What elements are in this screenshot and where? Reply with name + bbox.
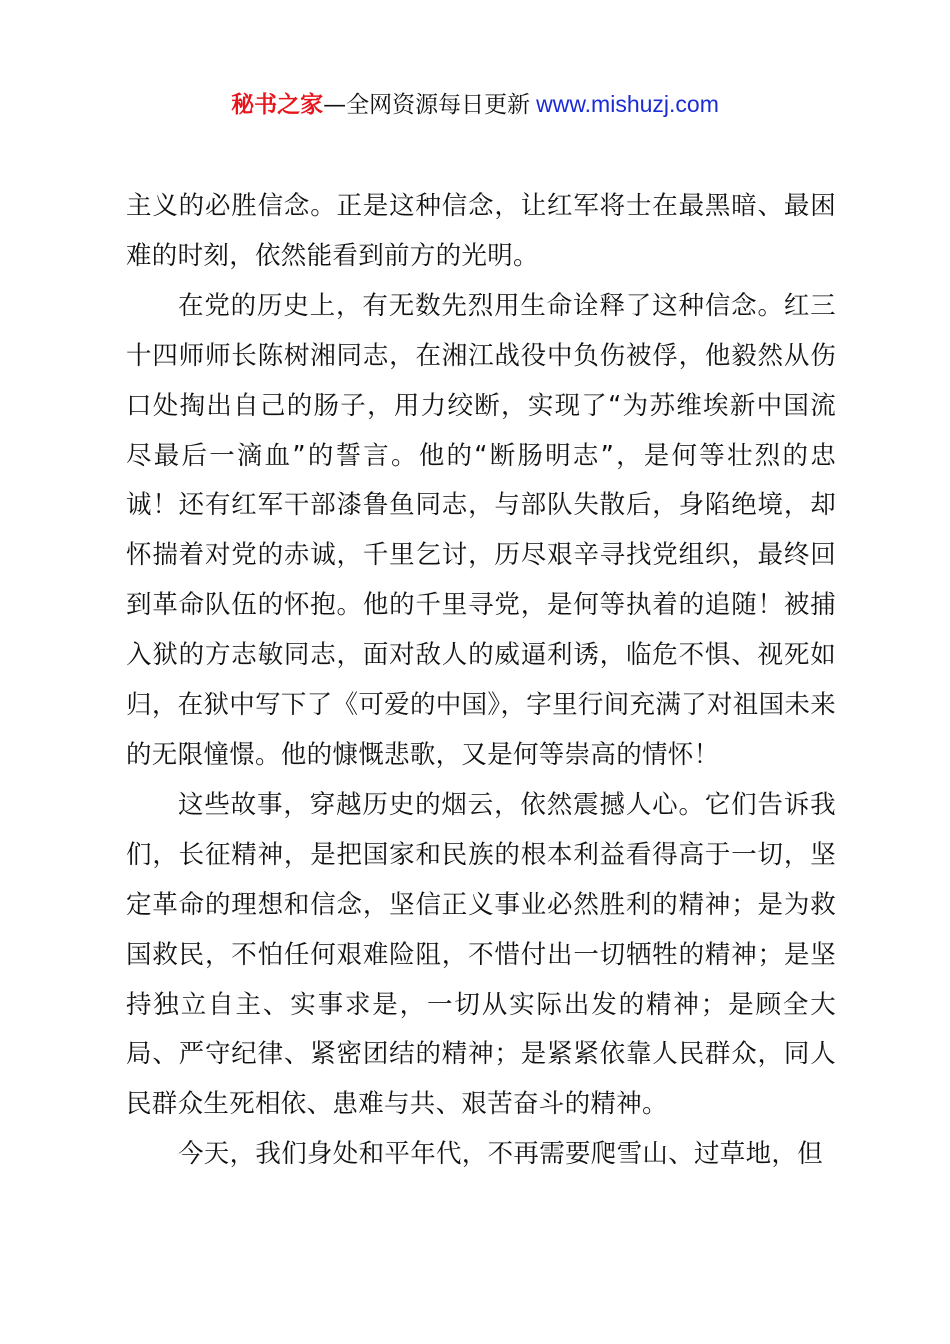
brand-name: 秘书之家 xyxy=(231,92,324,118)
paragraph-long-march-spirit: 这些故事，穿越历史的烟云，依然震撼人心。它们告诉我们，长征精神，是把国家和民族的根本利益看得高于一切，坚定革命的理想和信念，坚信正义事业必然胜利的精神；是为救国救民，不怕任何艰难险阻，不惜付出一切牺牲的精神；是坚持独立自主、实事求是，一切从实际出发的精神；是顾全大局、严守纪律、紧密团结的精神；是紧紧依靠人民群众，同人民群众生死相依、患难与共、艰苦奋斗的精神。 xyxy=(126,789,836,1120)
paragraph-today: 今天，我们身处和平年代，不再需要爬雪山、过草地，但 xyxy=(178,1139,824,1170)
paragraph-continuation: 主义的必胜信念。正是这种信念，让红军将士在最黑暗、最困难的时刻，依然能看到前方的光明。 xyxy=(126,191,836,271)
document-body xyxy=(126,182,836,1180)
website-link[interactable]: www.mishuzj.com xyxy=(536,91,719,117)
header-tagline: —全网资源每日更新 xyxy=(323,92,531,118)
paragraph-martyrs: 在党的历史上，有无数先烈用生命诠释了这种信念。红三十四师师长陈树湘同志，在湘江战役中负伤被俘，他毅然从伤口处掏出自己的肠子，用力绞断，实现了“为苏维埃新中国流尽最后一滴血”的誓言。他的“断肠明志”，是何等壮烈的忠诚！还有红军干部漆鲁鱼同志，与部队失散后，身陷绝境，却怀揣着对党的赤诚，千里乞讨，历尽艰辛寻找党组织，最终回到革命队伍的怀抱。他的千里寻党，是何等执着的追随！被捕入狱的方志敏同志，面对敌人的威逼利诱，临危不惧、视死如归，在狱中写下了《可爱的中国》，字里行间充满了对祖国未来的无限憧憬。他的慷慨悲歌，又是何等崇高的情怀！ xyxy=(126,290,836,770)
page-header xyxy=(0,86,950,123)
